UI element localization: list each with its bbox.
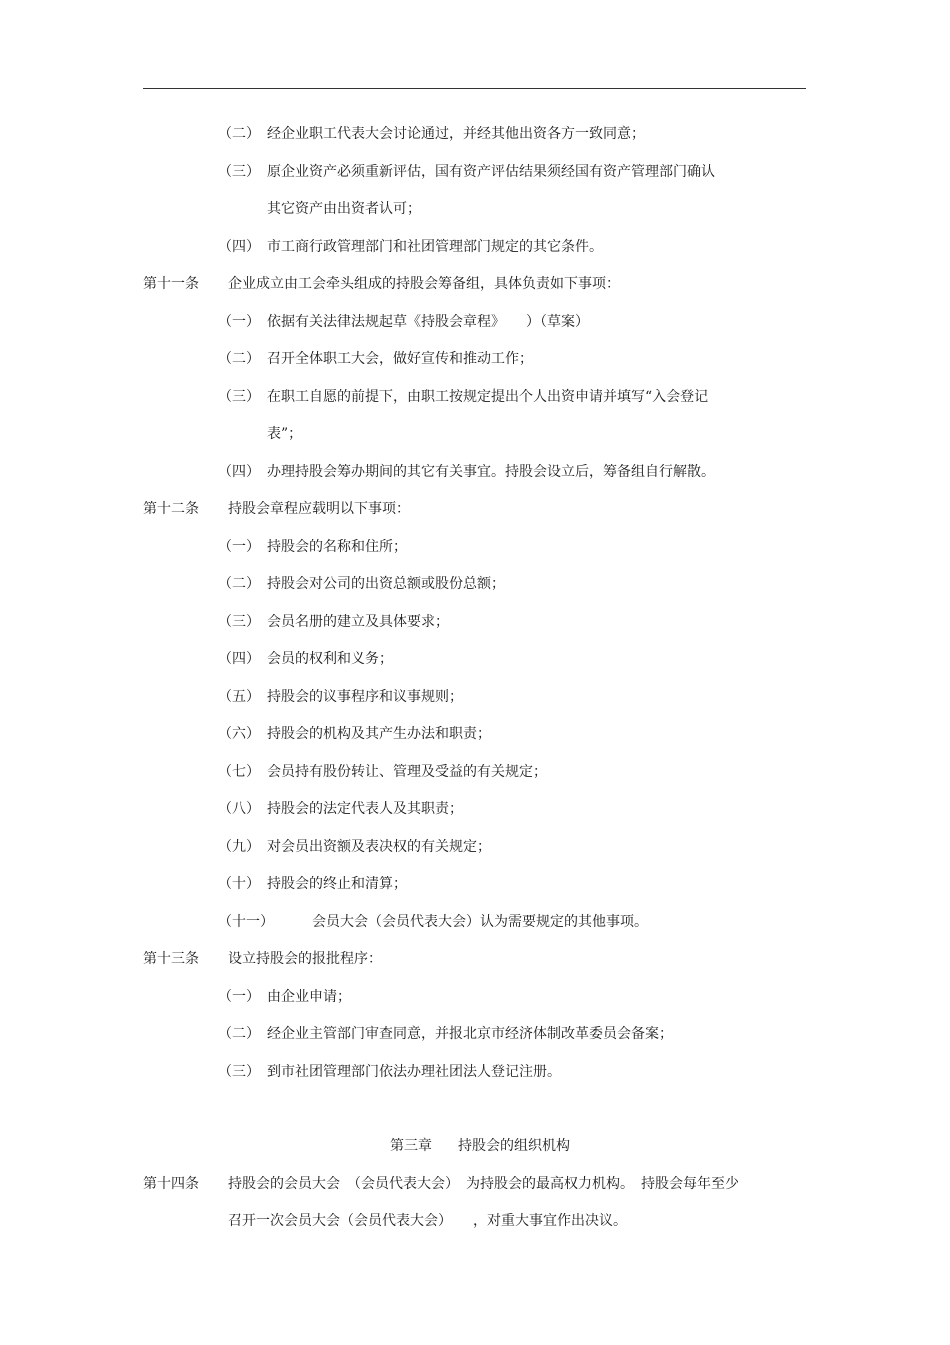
item-text: 会员持有股份转让、管理及受益的有关规定； [267, 764, 547, 780]
item-text-continuation: 其它资产由出资者认可； [267, 201, 421, 217]
item-text: 持股会的议事程序和议事规则； [267, 689, 463, 705]
item-text: 会员大会（会员代表大会）认为需要规定的其他事项。 [312, 914, 648, 930]
item-number: （六） [218, 726, 260, 742]
item-number: （三） [218, 614, 260, 630]
article-label: 第十三条 [143, 951, 199, 967]
article-text-continuation: 召开一次会员大会（会员代表大会） ，对重大事宜作出决议。 [228, 1213, 627, 1229]
item-text: 经企业主管部门审查同意，并报北京市经济体制改革委员会备案； [267, 1026, 673, 1042]
item-number: （四） [218, 651, 260, 667]
item-text-continuation: 表”； [267, 426, 303, 442]
item-text: 在职工自愿的前提下，由职工按规定提出个人出资申请并填写“入会登记 [267, 389, 709, 405]
item-number: （四） [218, 239, 260, 255]
item-number: （九） [218, 839, 260, 855]
item-number: （五） [218, 689, 260, 705]
article-label: 第十二条 [143, 501, 199, 517]
header-rule [143, 88, 806, 89]
item-number: （二） [218, 126, 260, 142]
item-number: （八） [218, 801, 260, 817]
item-text: 依据有关法律法规起草《持股会章程》 ）（草案） [267, 314, 589, 330]
item-number: （七） [218, 764, 260, 780]
item-number: （一） [218, 539, 260, 555]
item-number: （二） [218, 351, 260, 367]
item-text: 经企业职工代表大会讨论通过，并经其他出资各方一致同意； [267, 126, 645, 142]
item-text: 持股会的终止和清算； [267, 876, 407, 892]
item-text: 持股会的机构及其产生办法和职责； [267, 726, 491, 742]
item-number: （一） [218, 989, 260, 1005]
item-number: （十） [218, 876, 260, 892]
item-number: （一） [218, 314, 260, 330]
chapter-title: 持股会的组织机构 [458, 1138, 570, 1154]
article-label: 第十四条 [143, 1176, 199, 1192]
item-text: 持股会的名称和住所； [267, 539, 407, 555]
item-text: 召开全体职工大会，做好宣传和推动工作； [267, 351, 533, 367]
item-number: （十一） [218, 914, 274, 930]
item-number: （三） [218, 389, 260, 405]
article-label: 第十一条 [143, 276, 199, 292]
article-text: 设立持股会的报批程序： [228, 951, 382, 967]
item-text: 持股会对公司的出资总额或股份总额； [267, 576, 505, 592]
item-number: （四） [218, 464, 260, 480]
item-text: 原企业资产必须重新评估，国有资产评估结果须经国有资产管理部门确认 [267, 164, 715, 180]
chapter-label: 第三章 [390, 1138, 432, 1154]
item-number: （三） [218, 1064, 260, 1080]
item-number: （二） [218, 576, 260, 592]
item-text: 办理持股会筹办期间的其它有关事宜。持股会设立后，筹备组自行解散。 [267, 464, 715, 480]
item-number: （三） [218, 164, 260, 180]
article-text: 持股会的会员大会 （会员代表大会） 为持股会的最高权力机构。 持股会每年至少 [228, 1176, 739, 1192]
item-number: （二） [218, 1026, 260, 1042]
article-text: 企业成立由工会牵头组成的持股会筹备组，具体负责如下事项： [228, 276, 620, 292]
item-text: 对会员出资额及表决权的有关规定； [267, 839, 491, 855]
item-text: 持股会的法定代表人及其职责； [267, 801, 463, 817]
item-text: 到市社团管理部门依法办理社团法人登记注册。 [267, 1064, 561, 1080]
item-text: 会员的权利和义务； [267, 651, 393, 667]
article-text: 持股会章程应载明以下事项： [228, 501, 410, 517]
item-text: 会员名册的建立及具体要求； [267, 614, 449, 630]
item-text: 由企业申请； [267, 989, 351, 1005]
item-text: 市工商行政管理部门和社团管理部门规定的其它条件。 [267, 239, 603, 255]
